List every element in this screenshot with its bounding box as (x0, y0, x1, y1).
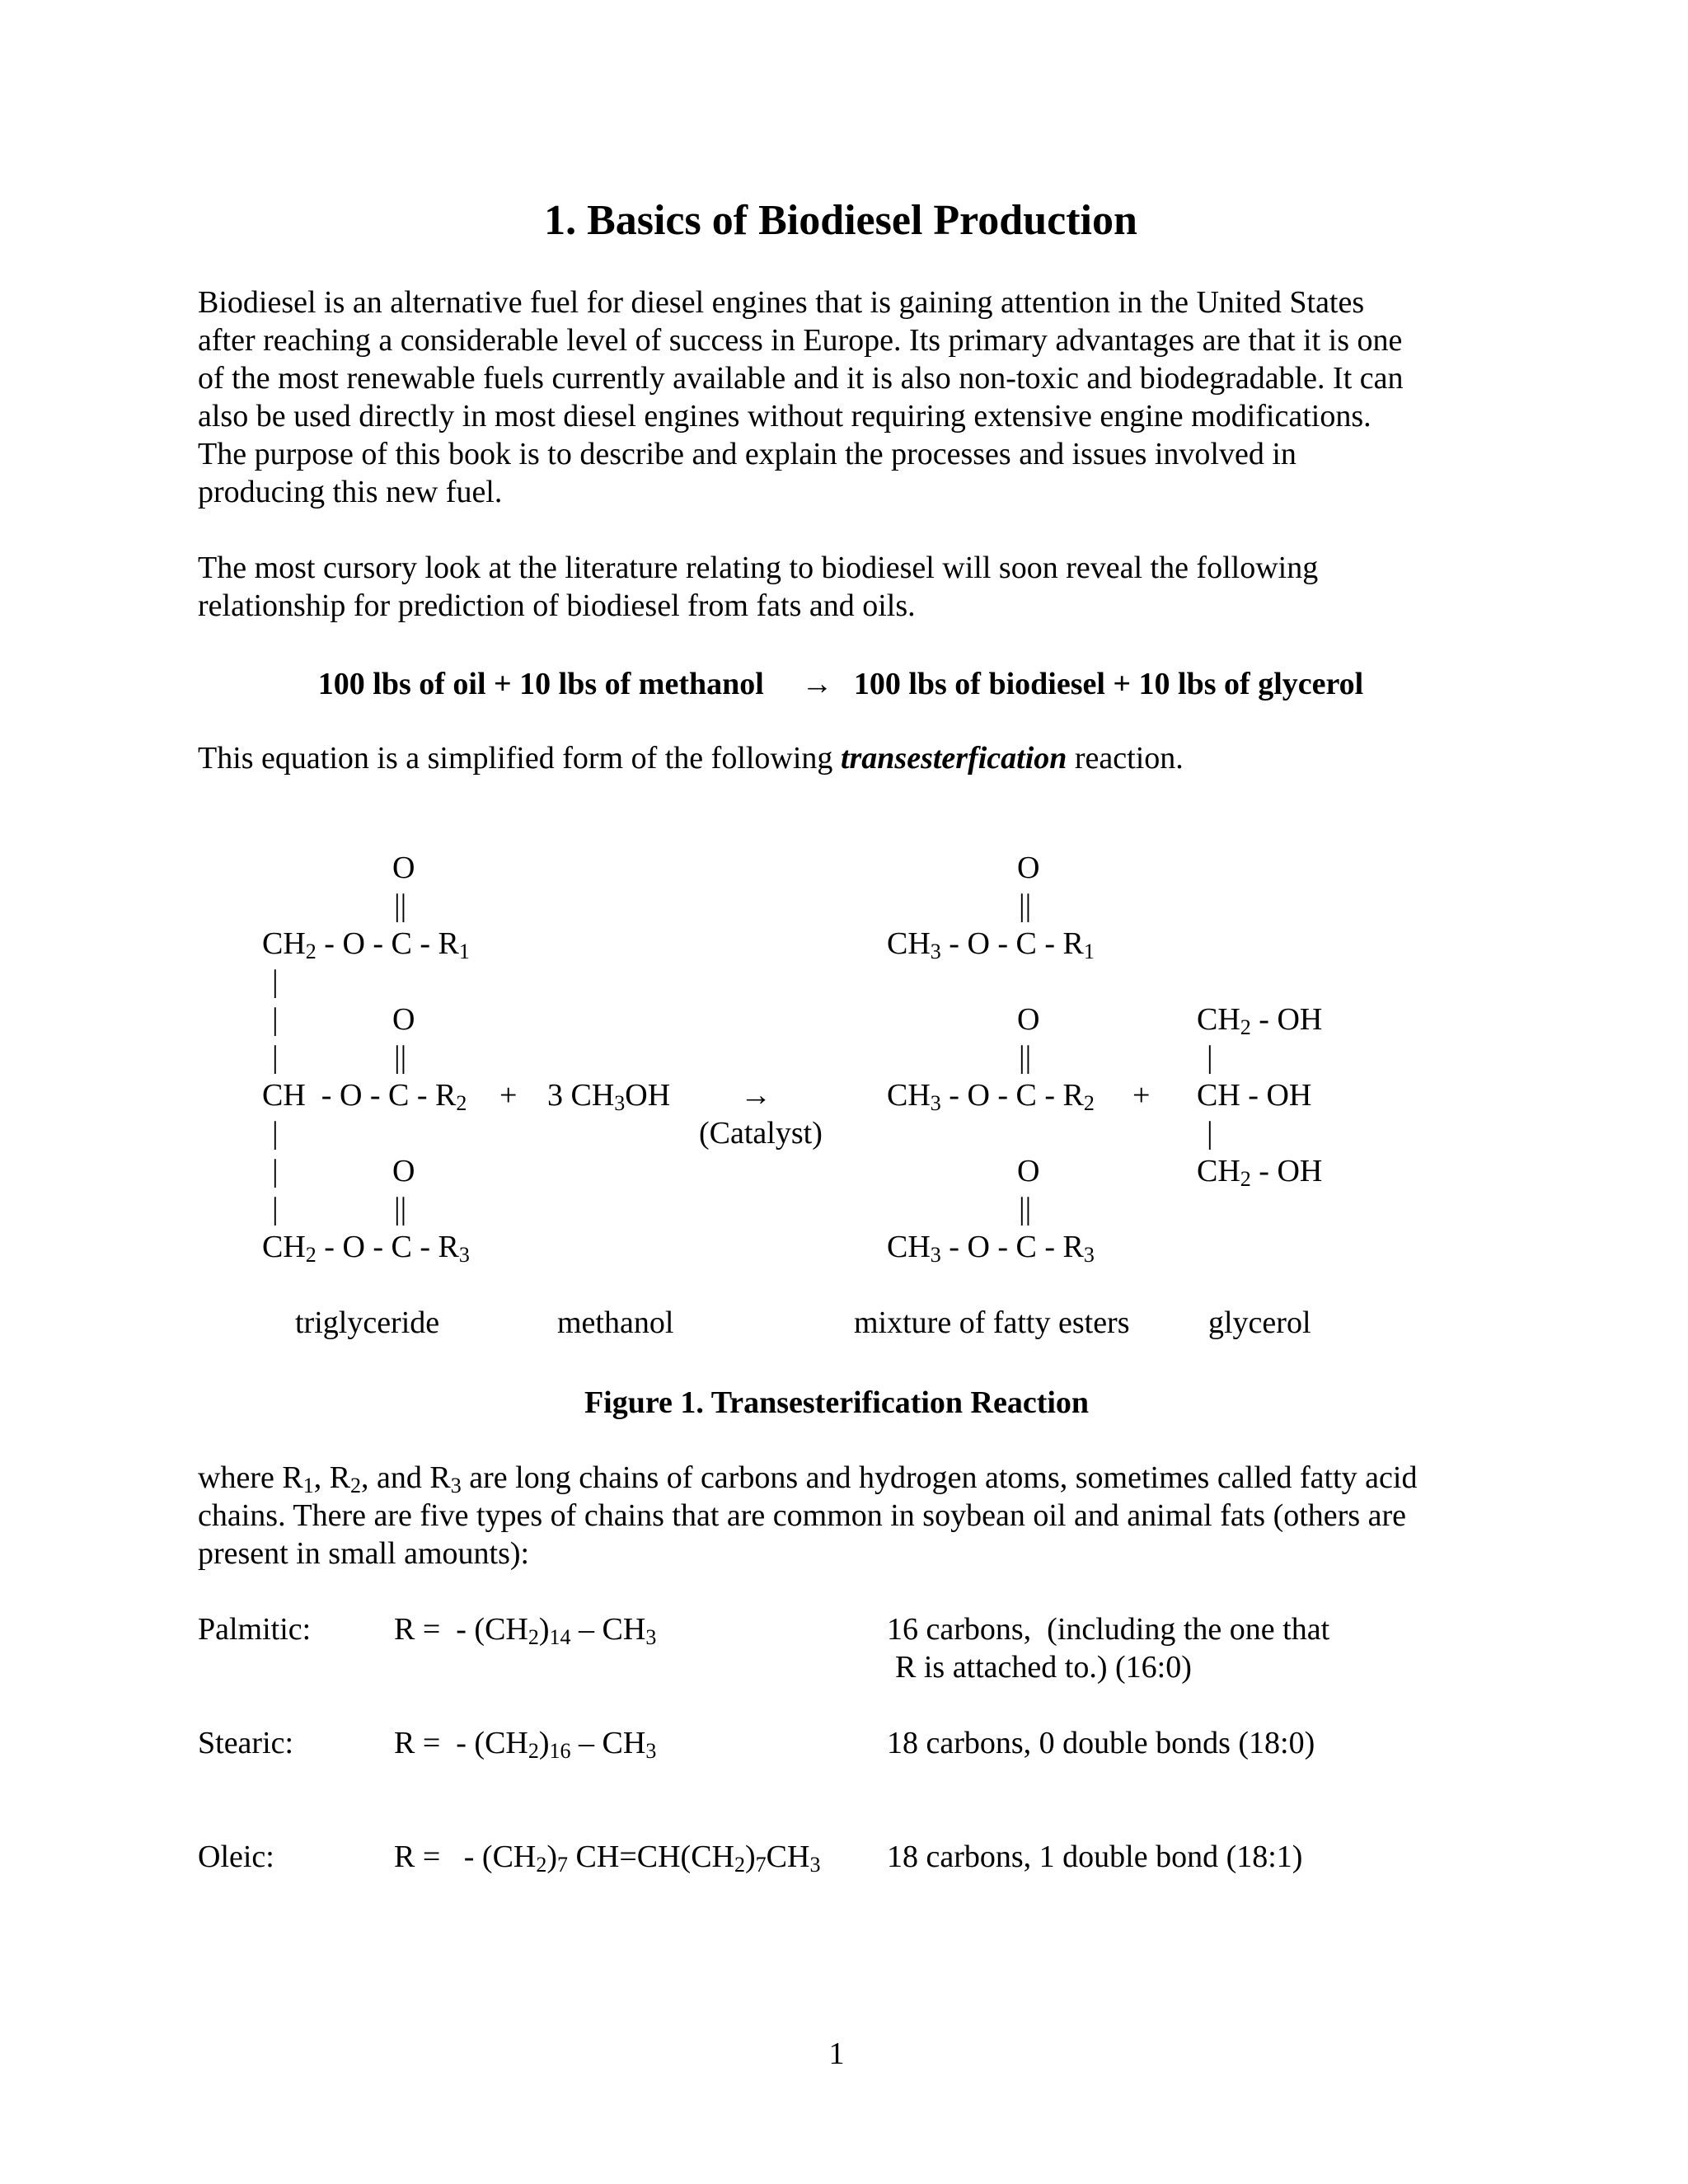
fatty-acid-description: 18 carbons, 0 double bonds (18:0) (887, 1726, 1315, 1760)
glycerol-middle-row: CH - OH (1197, 1078, 1312, 1113)
chem-text: CH (262, 1230, 306, 1264)
chem-sub: 3 (930, 940, 941, 963)
chem-sub: 1 (1083, 940, 1095, 963)
catalyst-label: (Catalyst) (699, 1116, 823, 1151)
chem-text: - O - C - R (316, 926, 459, 961)
chem-sub: 3 (645, 1739, 657, 1763)
glycerol-bond: | (1207, 1040, 1213, 1075)
fatty-acid-description: 18 carbons, 1 double bond (18:1) (887, 1840, 1303, 1874)
intro-line: of the most renewable fuels currently available and it is also non-toxic and biodegradable. It can (198, 361, 1404, 396)
backbone-bond: | (272, 1154, 279, 1188)
figure-caption: Figure 1. Transesterification Reaction (584, 1385, 1090, 1420)
chem-text: CH (887, 1078, 931, 1113)
chem-text: OH (625, 1078, 671, 1113)
chem-text: - O - C - R (940, 1230, 1084, 1264)
chem-text: - OH (1250, 1154, 1323, 1188)
intro-line: Biodiesel is an alternative fuel for diesel engines that is gaining attention in the United States (198, 285, 1365, 320)
label-fatty-esters: mixture of fatty esters (854, 1305, 1130, 1340)
backbone-bond: | (272, 1002, 279, 1037)
fatty-acid-name: Oleic: (198, 1840, 274, 1874)
chem-sub: 2 (1240, 1167, 1251, 1191)
chem-sub: 3 (930, 1243, 941, 1267)
carbonyl-oxygen: O (1017, 1002, 1040, 1037)
double-bond: || (1019, 888, 1032, 923)
reaction-arrow: → (740, 1078, 771, 1113)
text: , and R (361, 1460, 451, 1495)
intro-line: after reaching a considerable level of success in Europe. Its primary advantages are that it is one (198, 323, 1403, 358)
backbone-bond: | (272, 1116, 279, 1151)
carbonyl-oxygen: O (392, 851, 415, 885)
chem-text: CH - O - C - R (262, 1078, 457, 1113)
chem-text: - O - C - R (940, 926, 1084, 961)
chem-text: - O - C - R (940, 1078, 1084, 1113)
ester-middle-row (887, 1076, 1095, 1114)
chem-sub: 3 (614, 1091, 626, 1115)
chem-text: R = - (CH (394, 1726, 528, 1760)
where-line: chains. There are five types of chains that are common in soybean oil and animal fats (others are (198, 1498, 1406, 1533)
cursory-line: The most cursory look at the literature relating to biodiesel will soon reveal the following (198, 551, 1319, 585)
ester-top-row (887, 925, 1095, 963)
carbonyl-oxygen: O (392, 1002, 415, 1037)
chem-sub: 2 (305, 940, 316, 963)
intro-line: producing this new fuel. (198, 475, 503, 509)
label-methanol: methanol (557, 1305, 674, 1340)
chem-sub: 2 (528, 1625, 539, 1649)
fatty-acid-formula (394, 1610, 656, 1648)
chem-sub: 14 (549, 1625, 571, 1649)
chem-text: CH (887, 926, 931, 961)
chem-sub: 3 (645, 1625, 657, 1649)
double-bond: || (394, 1040, 407, 1075)
glycerol-bond: | (1207, 1116, 1213, 1151)
chem-sub: 3 (930, 1091, 941, 1115)
chem-sub: 16 (549, 1739, 571, 1763)
chem-text: CH (1197, 1002, 1240, 1037)
fatty-acid-name: Palmitic: (198, 1612, 312, 1647)
page-number: 1 (828, 2036, 845, 2071)
where-line (198, 1459, 1550, 1497)
chem-text: 3 CH (547, 1078, 615, 1113)
equation-note (198, 739, 1517, 777)
fatty-acid-formula (394, 1724, 656, 1762)
where-paragraph (198, 1459, 1550, 1572)
chem-sub: 1 (458, 940, 470, 963)
chem-text: ) (744, 1840, 756, 1874)
chem-text: CH (262, 926, 306, 961)
chem-text: R = - (CH (394, 1612, 528, 1647)
backbone-bond: | (272, 964, 279, 999)
carbonyl-oxygen: O (392, 1154, 415, 1188)
triglyceride-top-row (262, 925, 470, 963)
triglyceride-bottom-row (262, 1228, 470, 1266)
fatty-acid-description: 16 carbons, (including the one that (887, 1612, 1330, 1647)
chem-sub: 3 (1083, 1243, 1095, 1267)
chem-text: ) (538, 1612, 550, 1647)
text: are long chains of carbons and hydrogen atoms, sometimes called fatty acid (461, 1460, 1418, 1495)
glycerol-top-row (1197, 1001, 1322, 1038)
double-bond: || (394, 1192, 407, 1226)
fatty-acid-formula (394, 1838, 820, 1876)
chem-text: ) (538, 1726, 550, 1760)
glycerol-bottom-row (1197, 1152, 1322, 1190)
carbonyl-oxygen: O (1017, 851, 1040, 885)
fatty-acid-name: Stearic: (198, 1726, 294, 1760)
backbone-bond: | (272, 1040, 279, 1075)
chem-text: CH=CH(CH (568, 1840, 734, 1874)
chem-text: - O - C - R (316, 1230, 459, 1264)
fatty-acid-description: R is attached to.) (16:0) (895, 1650, 1192, 1685)
chem-sub: 1 (302, 1474, 314, 1497)
triglyceride-middle-row (262, 1076, 467, 1114)
carbonyl-oxygen: O (1017, 1154, 1040, 1188)
chem-text: CH (887, 1230, 931, 1264)
chem-sub: 3 (809, 1853, 821, 1877)
double-bond: || (1019, 1040, 1032, 1075)
chem-sub: 2 (528, 1739, 539, 1763)
equation-arrow: → (801, 667, 833, 701)
chem-sub: 2 (456, 1091, 467, 1115)
chem-text: CH (1197, 1154, 1240, 1188)
equation-left: 100 lbs of oil + 10 lbs of methanol (317, 667, 764, 701)
chem-text: CH (766, 1840, 810, 1874)
chem-sub: 2 (536, 1853, 547, 1877)
chem-sub: 2 (305, 1243, 316, 1267)
chem-text: – CH (570, 1612, 646, 1647)
intro-line: The purpose of this book is to describe and explain the processes and issues involved in (198, 437, 1296, 471)
methanol-formula (547, 1076, 670, 1114)
label-glycerol: glycerol (1208, 1305, 1311, 1340)
chem-sub: 2 (1240, 1015, 1251, 1039)
chem-sub: 7 (755, 1853, 767, 1877)
chem-sub: 2 (734, 1853, 745, 1877)
equation-note-emphasis: transesterfication (840, 741, 1067, 776)
ester-bottom-row (887, 1228, 1095, 1266)
plus-sign: + (499, 1078, 518, 1113)
equation-note-text: reaction. (1067, 741, 1184, 776)
page-title: 1. Basics of Biodiesel Production (544, 197, 1137, 244)
text: , R (313, 1460, 351, 1495)
double-bond: || (394, 888, 407, 923)
intro-line: also be used directly in most diesel engines without requiring extensive engine modifications. (198, 399, 1372, 434)
equation-note-text: This equation is a simplified form of the following (198, 741, 841, 776)
chem-sub: 3 (450, 1474, 462, 1497)
chem-text: ) (546, 1840, 558, 1874)
chem-text: R = - (CH (394, 1840, 537, 1874)
chem-sub: 2 (1083, 1091, 1095, 1115)
cursory-paragraph (198, 549, 1517, 625)
chem-sub: 7 (557, 1853, 569, 1877)
where-line: present in small amounts): (198, 1536, 530, 1571)
plus-sign: + (1132, 1078, 1151, 1113)
equation-right: 100 lbs of biodiesel + 10 lbs of glycerol (853, 667, 1364, 701)
text: where R (198, 1460, 303, 1495)
chem-text: - OH (1250, 1002, 1323, 1037)
chem-text: – CH (570, 1726, 646, 1760)
simplified-equation (0, 666, 1681, 702)
backbone-bond: | (272, 1192, 279, 1226)
cursory-line: relationship for prediction of biodiesel from fats and oils. (198, 588, 916, 623)
double-bond: || (1019, 1192, 1032, 1226)
intro-paragraph (198, 284, 1517, 511)
label-triglyceride: triglyceride (295, 1305, 440, 1340)
chem-sub: 2 (350, 1474, 362, 1497)
chem-sub: 3 (458, 1243, 470, 1267)
